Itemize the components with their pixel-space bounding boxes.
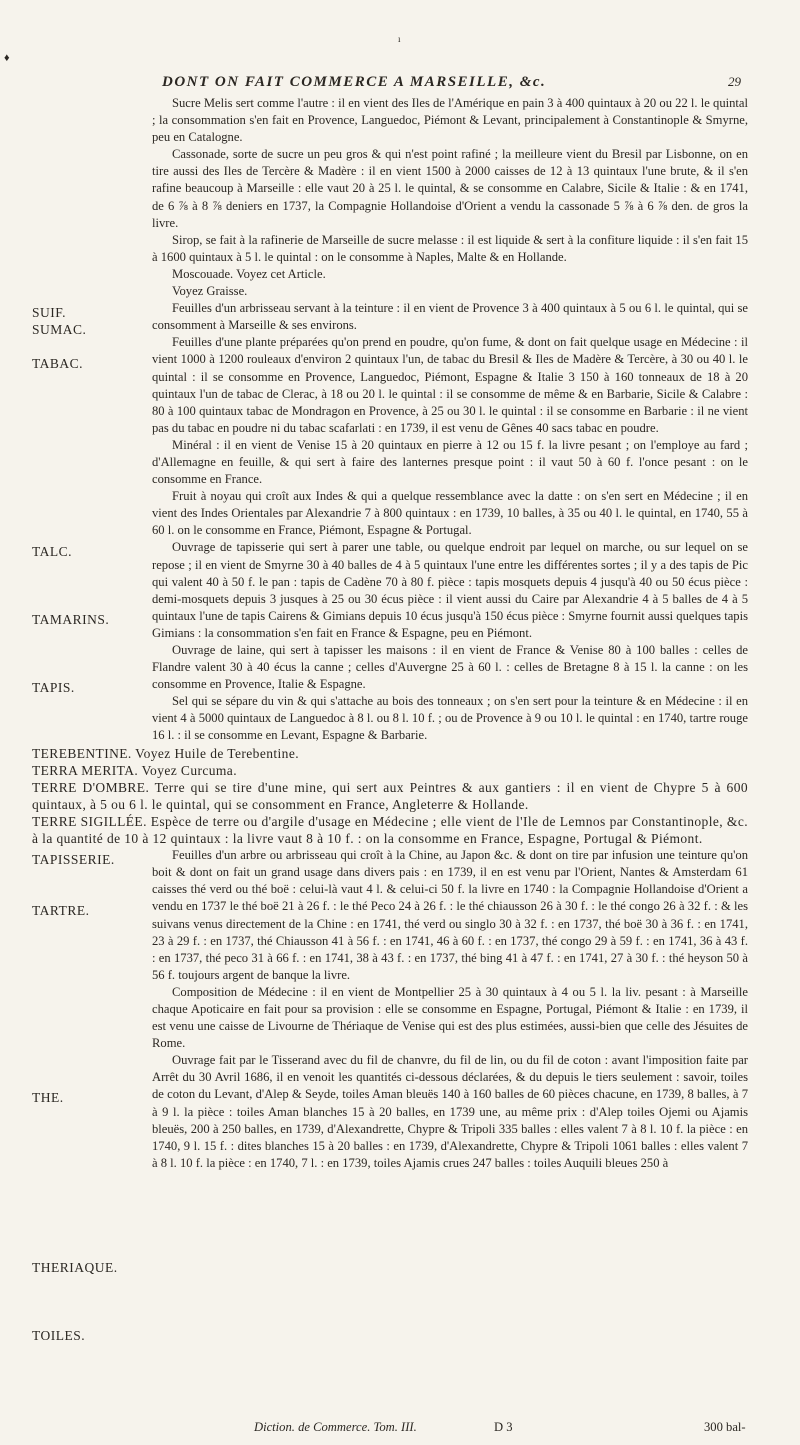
entry-talc: Minéral : il en vient de Venise 15 à 20 quintaux en pierre à 12 ou 15 f. la livre pesant ; on l'employe au fard ; d'Allemagne en feuille, & qui sert à faire des lanternes presque point : il vaut 50 à 60 f. l'once pesant : on le consomme en France. xyxy=(152,437,748,487)
entry-terre-sigillee: TERRE SIGILLÉE. Espèce de terre ou d'argile d'usage en Médecine ; elle vient de l'Ile de Lemnos par Constantinople, &c. à la quantité de 10 à 12 quintaux : la livre vaut 8 à 10 f. : on la consomme en France, Espagne, Portugal & Piémont. xyxy=(32,813,748,847)
margin-label-tapis: TAPIS. xyxy=(32,680,75,695)
entry-tartre: Sel qui se sépare du vin & qui s'attache au bois des tonneaux ; on s'en sert pour la teinture & en Médecine : il en vient 4 à 5000 quintaux de Languedoc à 8 l. ou 8 l. 10 f. ; ou de Provence à 9 ou 10 l. le quintal : en 1740, tartre rouge 16 l. : il se consomme en Levant, Espagne & Barbarie. xyxy=(152,694,748,743)
margin-label-sumac: SUMAC. xyxy=(32,322,87,337)
margin-label-tapisserie: TAPISSERIE. xyxy=(32,852,115,867)
entry-sirop: Sirop, se fait à la rafinerie de Marseille de sucre melasse : il est liquide & sert à la confiture liquide : il s'en fait 15 à 1600 quintaux à 5 l. le quintal : on le consomme à Naples, Malte & en Hollande. xyxy=(152,232,748,264)
margin-label-talc: TALC. xyxy=(32,544,73,559)
signature-mark: D 3 xyxy=(494,1420,513,1434)
entry-terebentine: TEREBENTINE. Voyez Huile de Terebentine. xyxy=(32,745,299,761)
page-footer xyxy=(254,1420,754,1435)
margin-label-tabac: TABAC. xyxy=(32,356,84,371)
entry-sumac: Feuilles d'un arbrisseau servant à la teinture : il en vient de Provence 3 à 400 quintaux à 5 ou 6 l. le quintal, qui se consomment à Marseille & ses environs. xyxy=(152,301,748,333)
margin-ornament-mark: ♦ xyxy=(4,52,10,64)
entry-tabac: Feuilles d'une plante préparées qu'on prend en poudre, qu'on fume, & dont on fait quelque usage en Médecine : il vient 1000 à 1200 rouleaux d'environ 2 quintaux l'un, de tabac du Bresil & Iles de Madère & Tercère, à 30 ou 40 l. le quintal : il se consomme en Provence, Languedoc, Piémont, Espagne & Italie 3 150 à 160 tonneaux de 18 à 20 quintaux l'un de tabac de Clerac, à 18 ou 20 l. le quintal : il se consomme de même & en Barbarie, Sicile & Calabre : 80 à 100 quintaux tabac de Mondragon en Provence, à 25 ou 30 l. le quintal : il se consomme en Barbarie : il ne vient pas du tabac en poudre ni du tabac scafarlati : en 1739, il est venu de Gênes 40 sacs tabac en poudre. xyxy=(152,335,748,435)
entry-sucre-melis: Sucre Melis sert comme l'autre : il en vient des Iles de l'Amérique en pain 3 à 400 quintaux à 20 ou 22 l. le quintal ; la consommation s'en fait en Provence, Languedoc, Piémont & Levant, principalement à Constantinople & Smyrne, peu en Catalogne. xyxy=(152,96,748,145)
page-number: 29 xyxy=(728,74,741,89)
entry-tapis: Ouvrage de tapisserie qui sert à parer une table, ou quelque endroit par lequel on marche, ou sur lequel on se repose ; il en vient de Smyrne 30 à 40 balles de 4 à 5 quintaux l'une entre les différentes sortes ; il y a des tapis de Pic qui valent 40 à 50 f. le pan : tapis de Cadène 70 à 80 f. pièce : tapis mosquets depuis 4 jusqu'à 40 ou 50 écus pièce : demi-mosquets depuis 3 jusques à 25 ou 30 écus pièce : il vient aussi du Caire par Alexandrie 4 à 5 balles de 4 à 5 quintaux l'une de tapis Cairens & Gimians depuis 10 écus jusqu'à 150 écus pièce : Smyrne fournit aussi quelques tapis Gimians : la consommation s'en fait en France & Espagne, peu en Piémont. xyxy=(152,540,748,640)
entry-suif: Voyez Graisse. xyxy=(172,284,248,299)
running-title: DONT ON FAIT COMMERCE A MARSEILLE, &c. xyxy=(162,74,547,90)
page-blemish-mark: ı xyxy=(398,34,401,44)
margin-label-tamarins: TAMARINS. xyxy=(32,612,110,627)
margin-label-the: THE. xyxy=(32,1090,64,1105)
entry-cassonade: Cassonade, sorte de sucre un peu gros & qui n'est point rafiné ; la meilleure vient du Bresil par Lisbonne, on en tire aussi des Iles de Tercère & Madère : il en vient 1500 à 2000 caisses de 12 à 13 quintaux l'une brute, & il s'en rafine beaucoup à Marseille : elle vaut 20 à 25 l. le quintal, & se consomme en Calabre, Sicile & Italie : & en 1741, de 6 ⅞ à 8 ⅞ deniers en 1737, la Compagnie Hollandoise d'Orient a vendu la cassonade 5 ⅞ à 6 ⅞ den. de gros la livre. xyxy=(152,147,748,230)
margin-label-theriaque: THERIAQUE. xyxy=(32,1260,118,1275)
entry-toiles: Ouvrage fait par le Tisserand avec du fil de chanvre, du fil de lin, ou du fil de coton : avant l'imposition faite par Arrêt du 30 Avril 1686, il en venoit les quantités ci-dessous déclarées, & du depuis le tiers seulement : savoir, toiles de coton du Levant, d'Alep & Seyde, toiles Aman bleuës 140 à 160 balles de 60 pièces chacune, en 1739, 8 balles, à 7 à 9 l. la pièce : toiles Aman blanches 15 à 20 balles, en 1739 une, au même prix : d'Alep toiles Ojemi ou Ajamis bleuës, 200 à 250 balles, en 1739, d'Alexandrette, Chypre & Tripoli 335 balles : elles valent 7 à 8 l. 10 f. la pièce : en 1740, 9 l. 15 f. : dites blanches 15 à 20 balles : en 1739, d'Alexandrette, Chypre & Tripoli 1061 balles : elles valent 7 à 8 l. 10 f. la pièce : en 1740, 7 l. : en 1739, toiles Ajamis crues 247 balles : toiles Auquili bleues 250 à xyxy=(152,1053,748,1170)
entry-tamarins: Fruit à noyau qui croît aux Indes & qui a quelque ressemblance avec la datte : on s'en sert en Médecine ; il en vient des Indes Orientales par Alexandrie 7 à 800 quintaux : en 1739, 10 balles, à 35 ou 40 l. le quintal, en 1740, 55 à 60 l. on le consomme en France, Piémont, Espagne & Portugal. xyxy=(152,489,748,538)
entry-moscouade: Moscouade. Voyez cet Article. xyxy=(172,266,326,281)
catchword: 300 bal- xyxy=(704,1420,746,1434)
margin-label-toiles: TOILES. xyxy=(32,1328,86,1343)
margin-label-tartre: TARTRE. xyxy=(32,903,90,918)
entry-theriaque: Composition de Médecine : il en vient de Montpellier 25 à 30 quintaux à 4 ou 5 l. la liv. pesant : à Marseille chaque Apoticaire en fait pour sa provision : elle se consomme en Espagne, Portugal, Piémont & Italie : en 1739, il est venu une caisse de Livourne de Thériaque de Venise qui est des plus estimées, aussi-bien que celle des Jésuites de Rome. xyxy=(152,984,748,1051)
entry-tapisserie: Ouvrage de laine, qui sert à tapisser les maisons : il en vient de France & Venise 80 à 100 balles : celles de Flandre valent 30 à 40 écus la canne ; celles d'Auvergne 25 à 60 l. : celles de Bretagne 8 à 15 l. la canne : on les consomme en Provence, Italie & Espagne. xyxy=(152,643,748,692)
entry-the: Feuilles d'un arbre ou arbrisseau qui croît à la Chine, au Japon &c. & dont on tire par infusion une teinture qu'on boit & dont on fait un grand usage dans divers pais : en 1739, il en est venu par l'Orient, Nantes & Amsterdam 61 caisses thé verd ou thé boë : celui-là vaut 4 l. & celui-ci 50 f. la livre en 1740 : la Compagnie Hollandoise d'Orient a vendu en 1737 le thé boë 21 à 26 f. : le thé Peco 24 à 26 f. : le thé chiausson 26 à 30 f. : le thé congo 26 à 32 f. : & les suivans venus directement de la Chine : en 1741, thé verd ou singlo 30 à 32 f. : en 1737, thé boë 30 à 36 f. : en 1741, 23 à 29 f. : en 1737, thé Chiausson 41 à 56 f. : en 1741, 46 à 60 f. : en 1737, thé congo 29 à 59 f. : en 1741, 36 à 43 f. : en 1737, thé peco 31 à 66 f. : en 1741, 38 à 43 f. : en 1737, thé bing 41 à 47 f. : en 1741, 27 à 30 f. : thé heyson 50 à 56 f. toujours argent de banque la livre. xyxy=(152,848,748,982)
entry-terre-d-ombre: TERRE D'OMBRE. Terre qui se tire d'une mine, qui sert aux Peintres & aux gantiers : il en vient de Chypre 5 à 600 quintaux, à 5 ou 6 l. le quintal, qui se consomment en France, Angleterre & Hollande. xyxy=(32,779,748,812)
entry-terra-merita: TERRA MERITA. Voyez Curcuma. xyxy=(32,762,237,778)
margin-label-suif: SUIF. xyxy=(32,305,67,320)
footer-reference: Diction. de Commerce. Tom. III. xyxy=(254,1420,417,1434)
